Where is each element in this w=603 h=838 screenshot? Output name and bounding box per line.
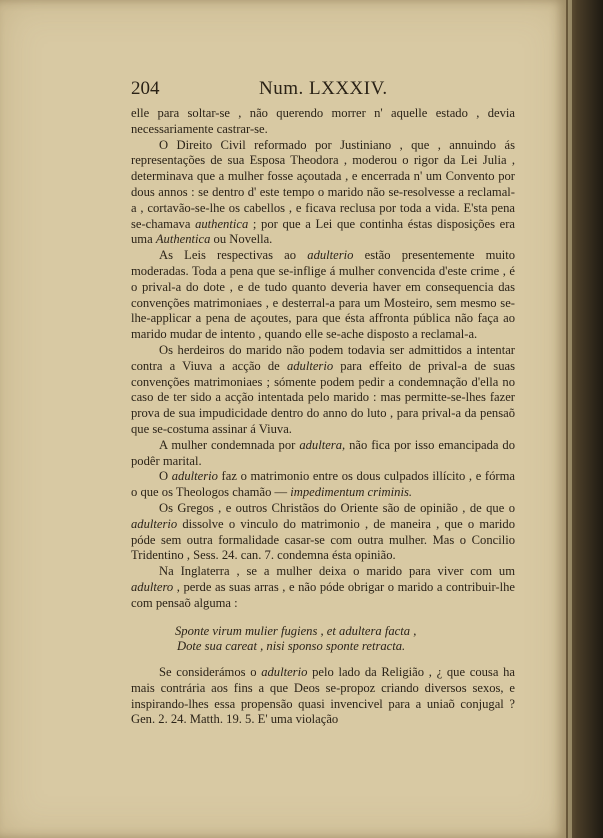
- paragraph-7: [131, 501, 515, 564]
- paragraph-text: estão presentemente muito moderadas. Toda a pena que se-inflige á mulher convencida d'este crime , é o prival-a do dote , e de tudo quanto deveria haver em consequencia das convenções matrimoniaes , e desterral-a para um Mosteiro, sem mesmo se-lhe-applicar a pena de açoutes, para que ésta affronta pública não faça ao marido mudar de intento , quando elle se-ache disposto a reclamal-a.: [131, 248, 516, 342]
- paragraph-text: faz o matrimonio entre os dous culpados illícito , e fórma o que os Theologos chamão —: [131, 469, 515, 500]
- paragraph-text: pelo lado da Religião , ¿ que cousa ha mais contrária aos fins a que Deos se-propoz criando diversos sexos, e inspirando-lhes essa propensão quasi invencivel para a uniaõ conjugal ? Gen. 2. 24. Matth. 19. 5. E' uma violação: [131, 665, 515, 727]
- paragraph-text: para effeito de prival-a de suas convenções matrimoniaes ; sómente podem pedir a condemnação d'ella no caso de ter sido a acção intentada pelo marido : mas permitte-se-lhes fazer prova de sua impudicidade dentro do anno do luto , para prival-a da pensaõ que se-costuma assinar á Viuva.: [131, 358, 515, 436]
- italic-term: impedimentum criminis.: [290, 485, 412, 500]
- page-edge: [568, 0, 572, 838]
- paragraph-text: O Direito Civil reformado por Justiniano , que , annuindo ás representações de sua Esposa Theodora , moderou o rigor da Lei Julia , determinava que a mulher fosse açoutada , e encerrada n' um Convento por dous annos : se dentro d' este tempo o marido não se-resolvesse a reclamal-a , cortavão-se-lhe os cabellos , e ficava reclusa por toda a vida. E'sta pena se-chamava: [131, 137, 515, 231]
- paragraph-text: elle para soltar-se , não querendo morrer n' aquelle estado , devia necessariamente castrar-se.: [131, 106, 515, 136]
- italic-term: Authentica: [155, 232, 211, 247]
- paragraph-text: não fica por isso emancipada do podêr marital.: [131, 437, 516, 468]
- paragraph-5: [131, 438, 515, 470]
- paragraph-1: [131, 106, 515, 138]
- paragraph-text: , perde as suas arras , e não póde obrigar o marido a contribuir-lhe com pensaõ alguma :: [131, 579, 515, 610]
- paragraph-text: dissolve o vinculo do matrimonio , de maneira , que o marido póde sem outra formalidade casar-se com outra mulher. Mas o Concilio Tridentino , Sess. 24. can. 7. condemna ésta opinião.: [131, 516, 515, 563]
- paragraph-text: As Leis respectivas ao: [159, 248, 308, 263]
- paragraph-text: O: [159, 469, 172, 484]
- latin-quote: [175, 624, 515, 656]
- quote-line-2: Dote sua careat , nisi sponso sponte retracta.: [177, 639, 406, 654]
- italic-term: authentica: [195, 216, 249, 231]
- page-number: 204: [131, 78, 160, 99]
- italic-term: adulterio: [286, 358, 334, 373]
- paragraph-text: Se considerámos o: [159, 665, 262, 680]
- paragraph-text: Na Inglaterra , se a mulher deixa o marido para viver com um: [159, 564, 515, 579]
- paragraph-text: ou Novella.: [210, 232, 273, 247]
- paragraph-text: Os Gregos , e outros Christãos do Oriente são de opinião , de que o: [159, 500, 515, 515]
- italic-term: adulterio: [261, 665, 308, 680]
- page-header: [131, 78, 521, 102]
- italic-term: adultero: [131, 579, 174, 594]
- paragraph-4: [131, 343, 515, 438]
- paragraph-2: [131, 138, 515, 249]
- paragraph-6: [131, 469, 515, 501]
- paragraph-text: A mulher condemnada por: [159, 437, 300, 452]
- paragraph-8: [131, 564, 515, 611]
- italic-term: adulterio: [307, 248, 354, 263]
- italic-term: adulterio: [171, 469, 218, 484]
- quote-line-1: Sponte virum mulier fugiens , et adultera facta ,: [175, 623, 417, 638]
- paragraph-9: [131, 665, 515, 728]
- paragraph-3: [131, 248, 515, 343]
- italic-term: adulterio: [131, 516, 178, 531]
- paragraph-text: Os herdeiros do marido não podem todavia ser admittidos a intentar contra a Viuva a acção de: [131, 342, 515, 373]
- paragraph-text: ; por que a Lei que continha éstas disposições era uma: [131, 216, 515, 247]
- running-head: Num. LXXXIV.: [259, 78, 388, 99]
- italic-term: adultera,: [299, 437, 346, 452]
- body-text: [131, 106, 515, 728]
